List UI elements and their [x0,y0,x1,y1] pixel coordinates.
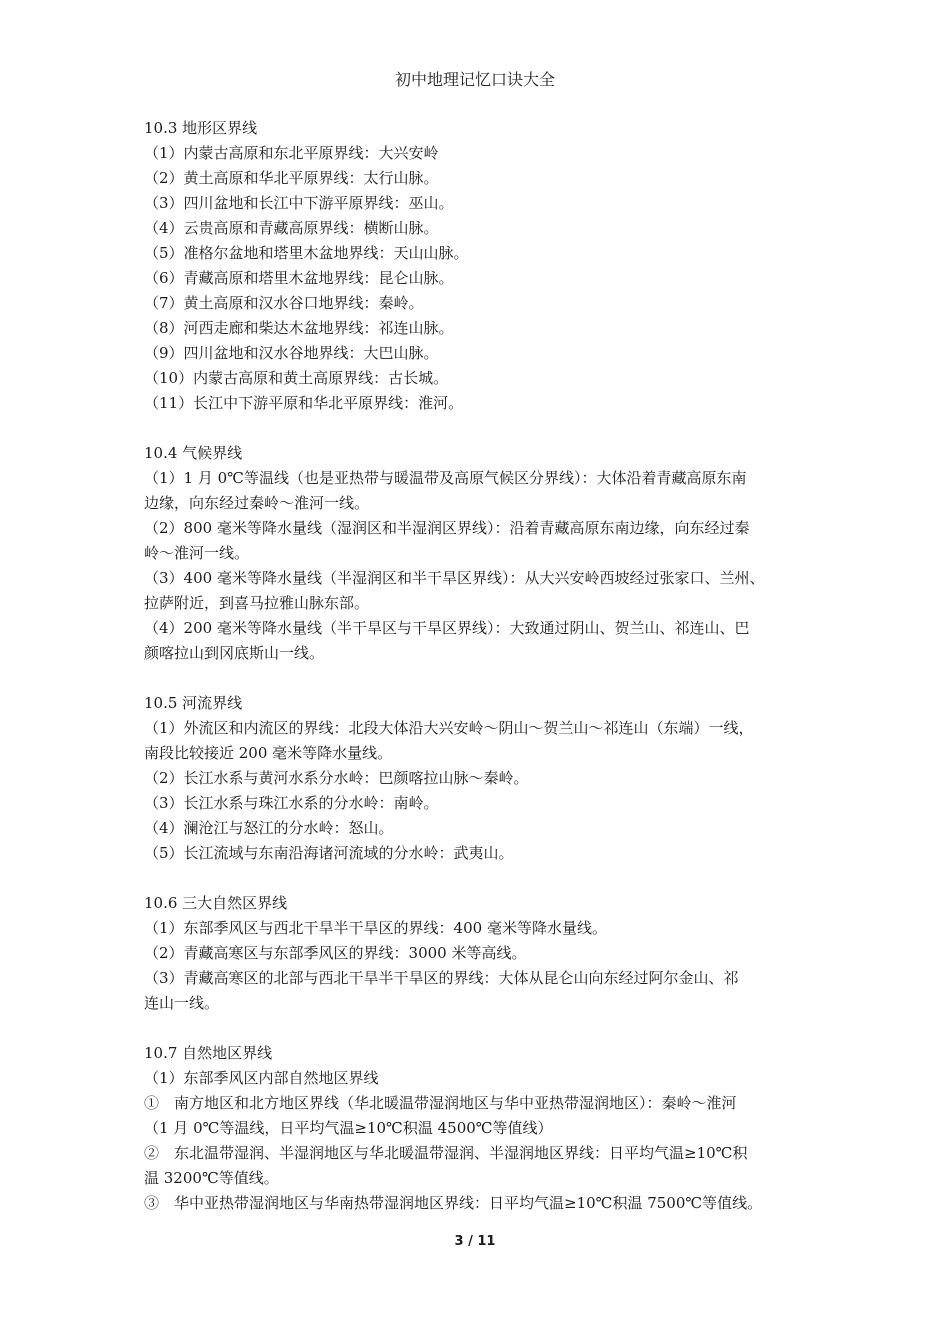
text-line: （5）长江流域与东南沿海诸河流域的分水岭：武夷山。 [144,844,514,862]
text-line: 边缘，向东经过秦岭～淮河一线。 [144,494,370,512]
text-line: （4）云贵高原和青藏高原界线：横断山脉。 [144,219,439,237]
text-line: （4）200 毫米等降水量线（半干旱区与干旱区界线）：大致通过阴山、贺兰山、祁连山、巴 [144,619,750,637]
text-line: （1）外流区和内流区的界线：北段大体沿大兴安岭～阴山～贺兰山～祁连山（东端）一线， [144,719,754,737]
text-line: 南段比较接近 200 毫米等降水量线。 [144,744,393,762]
text-line: （3）长江水系与珠江水系的分水岭：南岭。 [144,794,439,812]
text-line: 颜喀拉山到冈底斯山一线。 [144,644,325,662]
text-line: （5）准格尔盆地和塔里木盆地界线：天山山脉。 [144,244,469,262]
section-title: 10.4 气候界线 [144,444,243,462]
text-line: （3）青藏高寒区的北部与西北干旱半干旱区的界线：大体从昆仑山向东经过阿尔金山、祁 [144,969,739,987]
text-line: （2）黄土高原和华北平原界线：太行山脉。 [144,169,439,187]
section-title: 10.3 地形区界线 [144,119,258,137]
text-line: （1）东部季风区与西北干旱半干旱区的界线：400 毫米等降水量线。 [144,919,607,937]
text-line: （1）内蒙古高原和东北平原界线：大兴安岭 [144,144,439,162]
section-title: 10.6 三大自然区界线 [144,894,288,912]
text-line: 岭～淮河一线。 [144,544,250,562]
section-title: 10.5 河流界线 [144,694,243,712]
text-line: （6）青藏高原和塔里木盆地界线：昆仑山脉。 [144,269,454,287]
text-line: （3）四川盆地和长江中下游平原界线：巫山。 [144,194,454,212]
section [144,691,812,866]
document-body [144,116,812,1216]
text-line: ② 东北温带湿润、半湿润地区与华北暖温带湿润、半湿润地区界线：日平均气温≥10℃积 [144,1144,748,1162]
text-line: （8）河西走廊和柴达木盆地界线：祁连山脉。 [144,319,454,337]
text-line: （2）青藏高寒区与东部季风区的界线：3000 米等高线。 [144,944,527,962]
text-line: （2）长江水系与黄河水系分水岭：巴颜喀拉山脉～秦岭。 [144,769,529,787]
section [144,1041,812,1216]
page-number: 3 / 11 [454,1234,496,1249]
text-line: （1）东部季风区内部自然地区界线 [144,1069,379,1087]
text-line: （1 月 0℃等温线，日平均气温≥10℃积温 4500℃等值线） [144,1119,553,1137]
text-line: （4）澜沧江与怒江的分水岭：怒山。 [144,819,394,837]
text-line: （2）800 毫米等降水量线（湿润区和半湿润区界线）：沿着青藏高原东南边缘，向东经过秦 [144,519,750,537]
text-line: 连山一线。 [144,994,220,1012]
text-line: （11）长江中下游平原和华北平原界线：淮河。 [144,394,464,412]
text-line: （7）黄土高原和汉水谷口地界线：秦岭。 [144,294,424,312]
text-line: ① 南方地区和北方地区界线（华北暖温带湿润地区与华中亚热带湿润地区）：秦岭～淮河 [144,1094,737,1112]
text-line: （9）四川盆地和汉水谷地界线：大巴山脉。 [144,344,439,362]
section [144,441,812,666]
text-line: 拉萨附近，到喜马拉雅山脉东部。 [144,594,370,612]
text-line: （10）内蒙古高原和黄土高原界线：古长城。 [144,369,449,387]
section [144,116,812,416]
text-line: 温 3200℃等值线。 [144,1169,279,1187]
section-title: 10.7 自然地区界线 [144,1044,273,1062]
page-header: 初中地理记忆口诀大全 [394,70,555,89]
text-line: （3）400 毫米等降水量线（半湿润区和半干旱区界线）：从大兴安岭西坡经过张家口、兰州、 [144,569,765,587]
section [144,891,812,1016]
text-line: （1）1 月 0℃等温线（也是亚热带与暖温带及高原气候区分界线）：大体沿着青藏高原东南 [144,469,747,487]
text-line: ③ 华中亚热带湿润地区与华南热带湿润地区界线：日平均气温≥10℃积温 7500℃等值线。 [144,1194,763,1212]
